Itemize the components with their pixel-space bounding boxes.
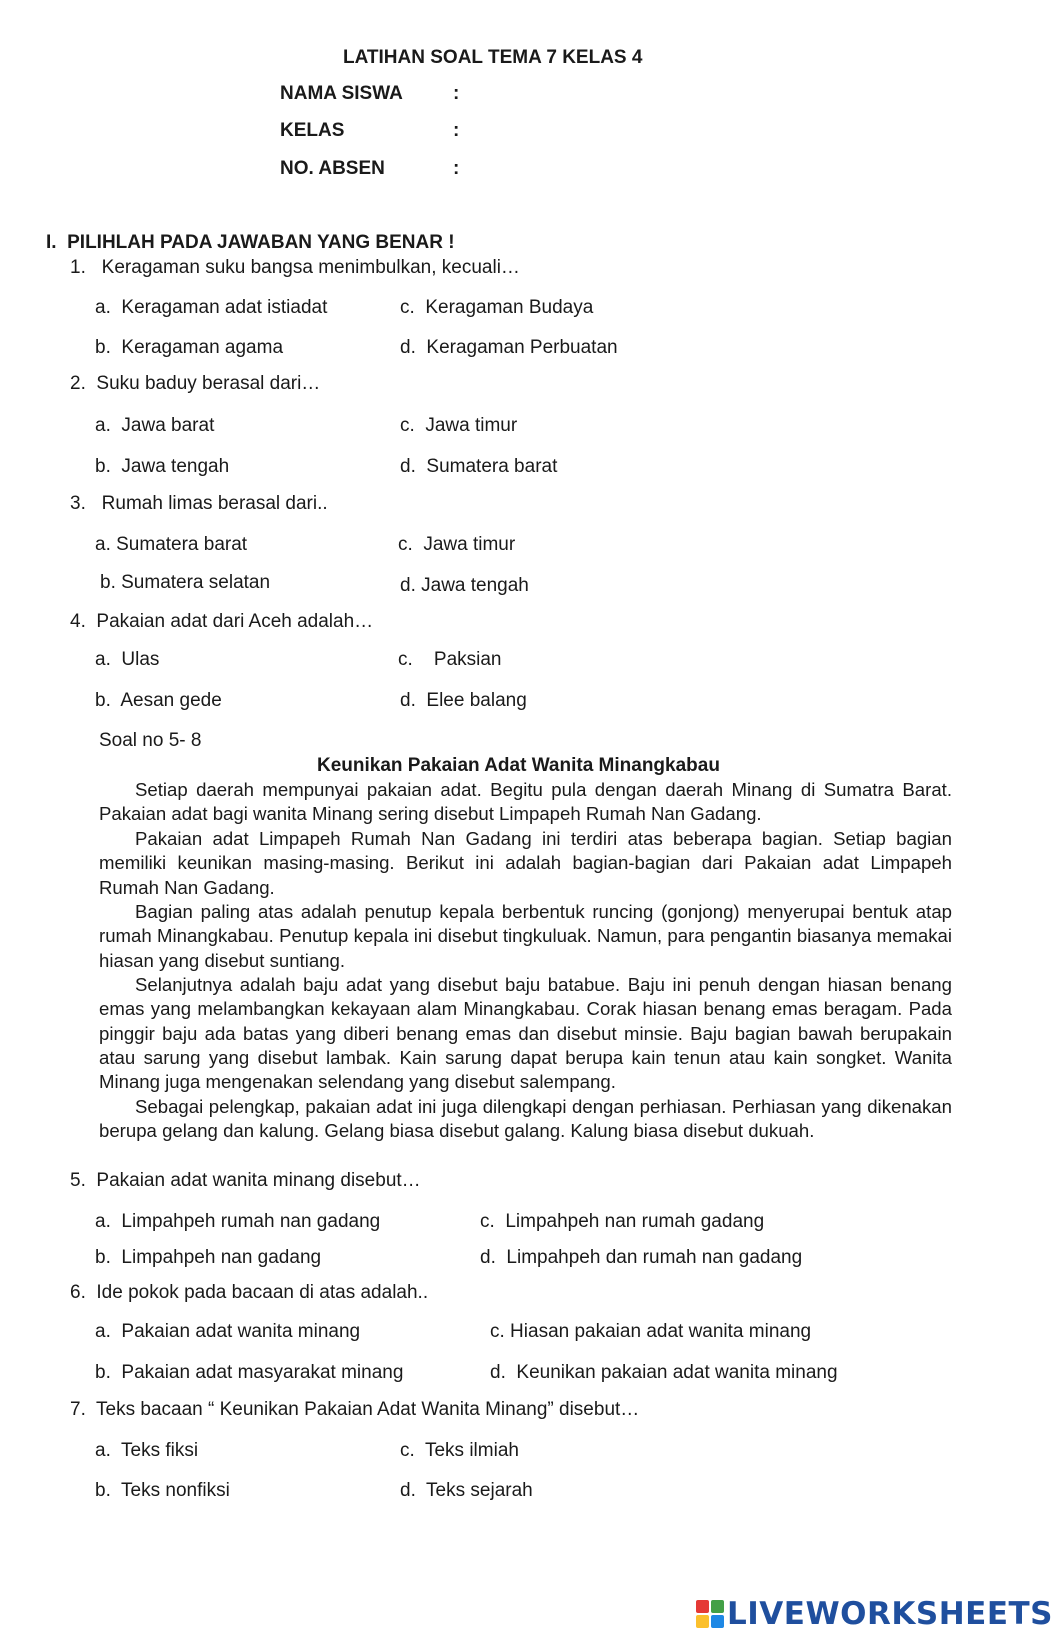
liveworksheets-logo-icon <box>696 1600 724 1628</box>
reading-paragraph-3 <box>99 900 952 973</box>
question-1: 1. Keragaman suku bangsa menimbulkan, kecuali… <box>70 257 520 278</box>
reading-title: Keunikan Pakaian Adat Wanita Minangkabau <box>317 755 720 776</box>
reading-paragraph-2 <box>99 827 952 900</box>
question-4: 4. Pakaian adat dari Aceh adalah… <box>70 611 374 632</box>
q7-option-c[interactable]: c. Teks ilmiah <box>400 1440 519 1461</box>
q1-option-b[interactable]: b. Keragaman agama <box>95 337 284 358</box>
q2-option-a[interactable]: a. Jawa barat <box>95 415 215 436</box>
liveworksheets-logo <box>696 1597 1053 1631</box>
reading-paragraph-2-text: Pakaian adat Limpapeh Rumah Nan Gadang ini terdiri atas beberapa bagian. Setiap bagian memiliki keunikan masing-masing. Berikut ini adalah bagian-bagian dari Pakaian adat Limpapeh Rumah Nan Gadang. <box>99 828 952 898</box>
q1-option-c[interactable]: c. Keragaman Budaya <box>400 297 594 318</box>
q1-option-d[interactable]: d. Keragaman Perbuatan <box>400 337 618 358</box>
q5-option-a[interactable]: a. Limpahpeh rumah nan gadang <box>95 1211 381 1232</box>
q3-option-a[interactable]: a. Sumatera barat <box>95 534 248 555</box>
q3-option-d[interactable]: d. Jawa tengah <box>400 575 529 596</box>
q4-option-b[interactable]: b. Aesan gede <box>95 690 222 711</box>
q7-option-b[interactable]: b. Teks nonfiksi <box>95 1480 230 1501</box>
question-2: 2. Suku baduy berasal dari… <box>70 373 321 394</box>
question-3: 3. Rumah limas berasal dari.. <box>70 493 328 514</box>
reading-paragraph-5 <box>99 1095 952 1144</box>
q2-option-b[interactable]: b. Jawa tengah <box>95 456 230 477</box>
q2-option-c[interactable]: c. Jawa timur <box>400 415 518 436</box>
q4-option-a[interactable]: a. Ulas <box>95 649 160 670</box>
reading-intro: Soal no 5- 8 <box>99 730 202 751</box>
reading-paragraph-1-text: Setiap daerah mempunyai pakaian adat. Begitu pula dengan daerah Minang di Sumatra Barat. Pakaian adat bagi wanita Minang sering disebut Limpapeh Rumah Nan Gadang. <box>99 779 952 825</box>
q7-option-d[interactable]: d. Teks sejarah <box>400 1480 533 1501</box>
liveworksheets-logo-text: LIVEWORKSHEETS <box>727 1596 1053 1632</box>
question-5: 5. Pakaian adat wanita minang disebut… <box>70 1170 421 1191</box>
page-title: LATIHAN SOAL TEMA 7 KELAS 4 <box>343 47 643 68</box>
q5-option-c[interactable]: c. Limpahpeh nan rumah gadang <box>480 1211 765 1232</box>
class-label: KELAS <box>280 120 345 141</box>
question-7: 7. Teks bacaan “ Keunikan Pakaian Adat Wanita Minang” disebut… <box>70 1399 640 1420</box>
q5-option-b[interactable]: b. Limpahpeh nan gadang <box>95 1247 322 1268</box>
q6-option-b[interactable]: b. Pakaian adat masyarakat minang <box>95 1362 404 1383</box>
q7-option-a[interactable]: a. Teks fiksi <box>95 1440 199 1461</box>
q4-option-c[interactable]: c. Paksian <box>398 649 502 670</box>
reading-paragraph-5-text: Sebagai pelengkap, pakaian adat ini juga dilengkapi dengan perhiasan. Perhiasan yang dikenakan berupa gelang dan kalung. Gelang biasa disebut galang. Kalung biasa disebut dukuah. <box>99 1096 952 1142</box>
q5-option-d[interactable]: d. Limpahpeh dan rumah nan gadang <box>480 1247 803 1268</box>
q1-option-a[interactable]: a. Keragaman adat istiadat <box>95 297 328 318</box>
q2-option-d[interactable]: d. Sumatera barat <box>400 456 558 477</box>
q6-option-c[interactable]: c. Hiasan pakaian adat wanita minang <box>490 1321 812 1342</box>
name-label: NAMA SISWA <box>280 83 403 104</box>
q3-option-b[interactable]: b. Sumatera selatan <box>100 572 271 593</box>
absen-label: NO. ABSEN <box>280 158 385 179</box>
reading-paragraph-1 <box>99 778 952 827</box>
absen-colon: : <box>453 158 460 179</box>
reading-paragraph-4 <box>99 973 952 1094</box>
q4-option-d[interactable]: d. Elee balang <box>400 690 527 711</box>
question-6: 6. Ide pokok pada bacaan di atas adalah.. <box>70 1282 429 1303</box>
name-colon: : <box>453 83 460 104</box>
q3-option-c[interactable]: c. Jawa timur <box>398 534 516 555</box>
reading-paragraph-4-text: Selanjutnya adalah baju adat yang disebut baju batabue. Baju ini penuh dengan hiasan benang emas yang melambangkan kekayaan alam Minangkabau. Corak hiasan benang emas beragam. Pada pinggir baju ada batas yang diberi benang emas dan disebut minsie. Baju bagian bawah berupakain atau sarung yang disebut lambak. Kain sarung dapat berupa kain tenun atau kain songket. Wanita Minang juga mengenakan selendang yang disebut salempang. <box>99 974 952 1093</box>
q6-option-a[interactable]: a. Pakaian adat wanita minang <box>95 1321 361 1342</box>
section-title: I. PILIHLAH PADA JAWABAN YANG BENAR ! <box>46 232 455 253</box>
q6-option-d[interactable]: d. Keunikan pakaian adat wanita minang <box>490 1362 838 1383</box>
reading-paragraph-3-text: Bagian paling atas adalah penutup kepala berbentuk runcing (gonjong) menyerupai bentuk atap rumah Minangkabau. Penutup kepala ini disebut tingkuluak. Namun, para pengantin biasanya memakai hiasan yang disebut suntiang. <box>99 901 952 971</box>
class-colon: : <box>453 120 460 141</box>
